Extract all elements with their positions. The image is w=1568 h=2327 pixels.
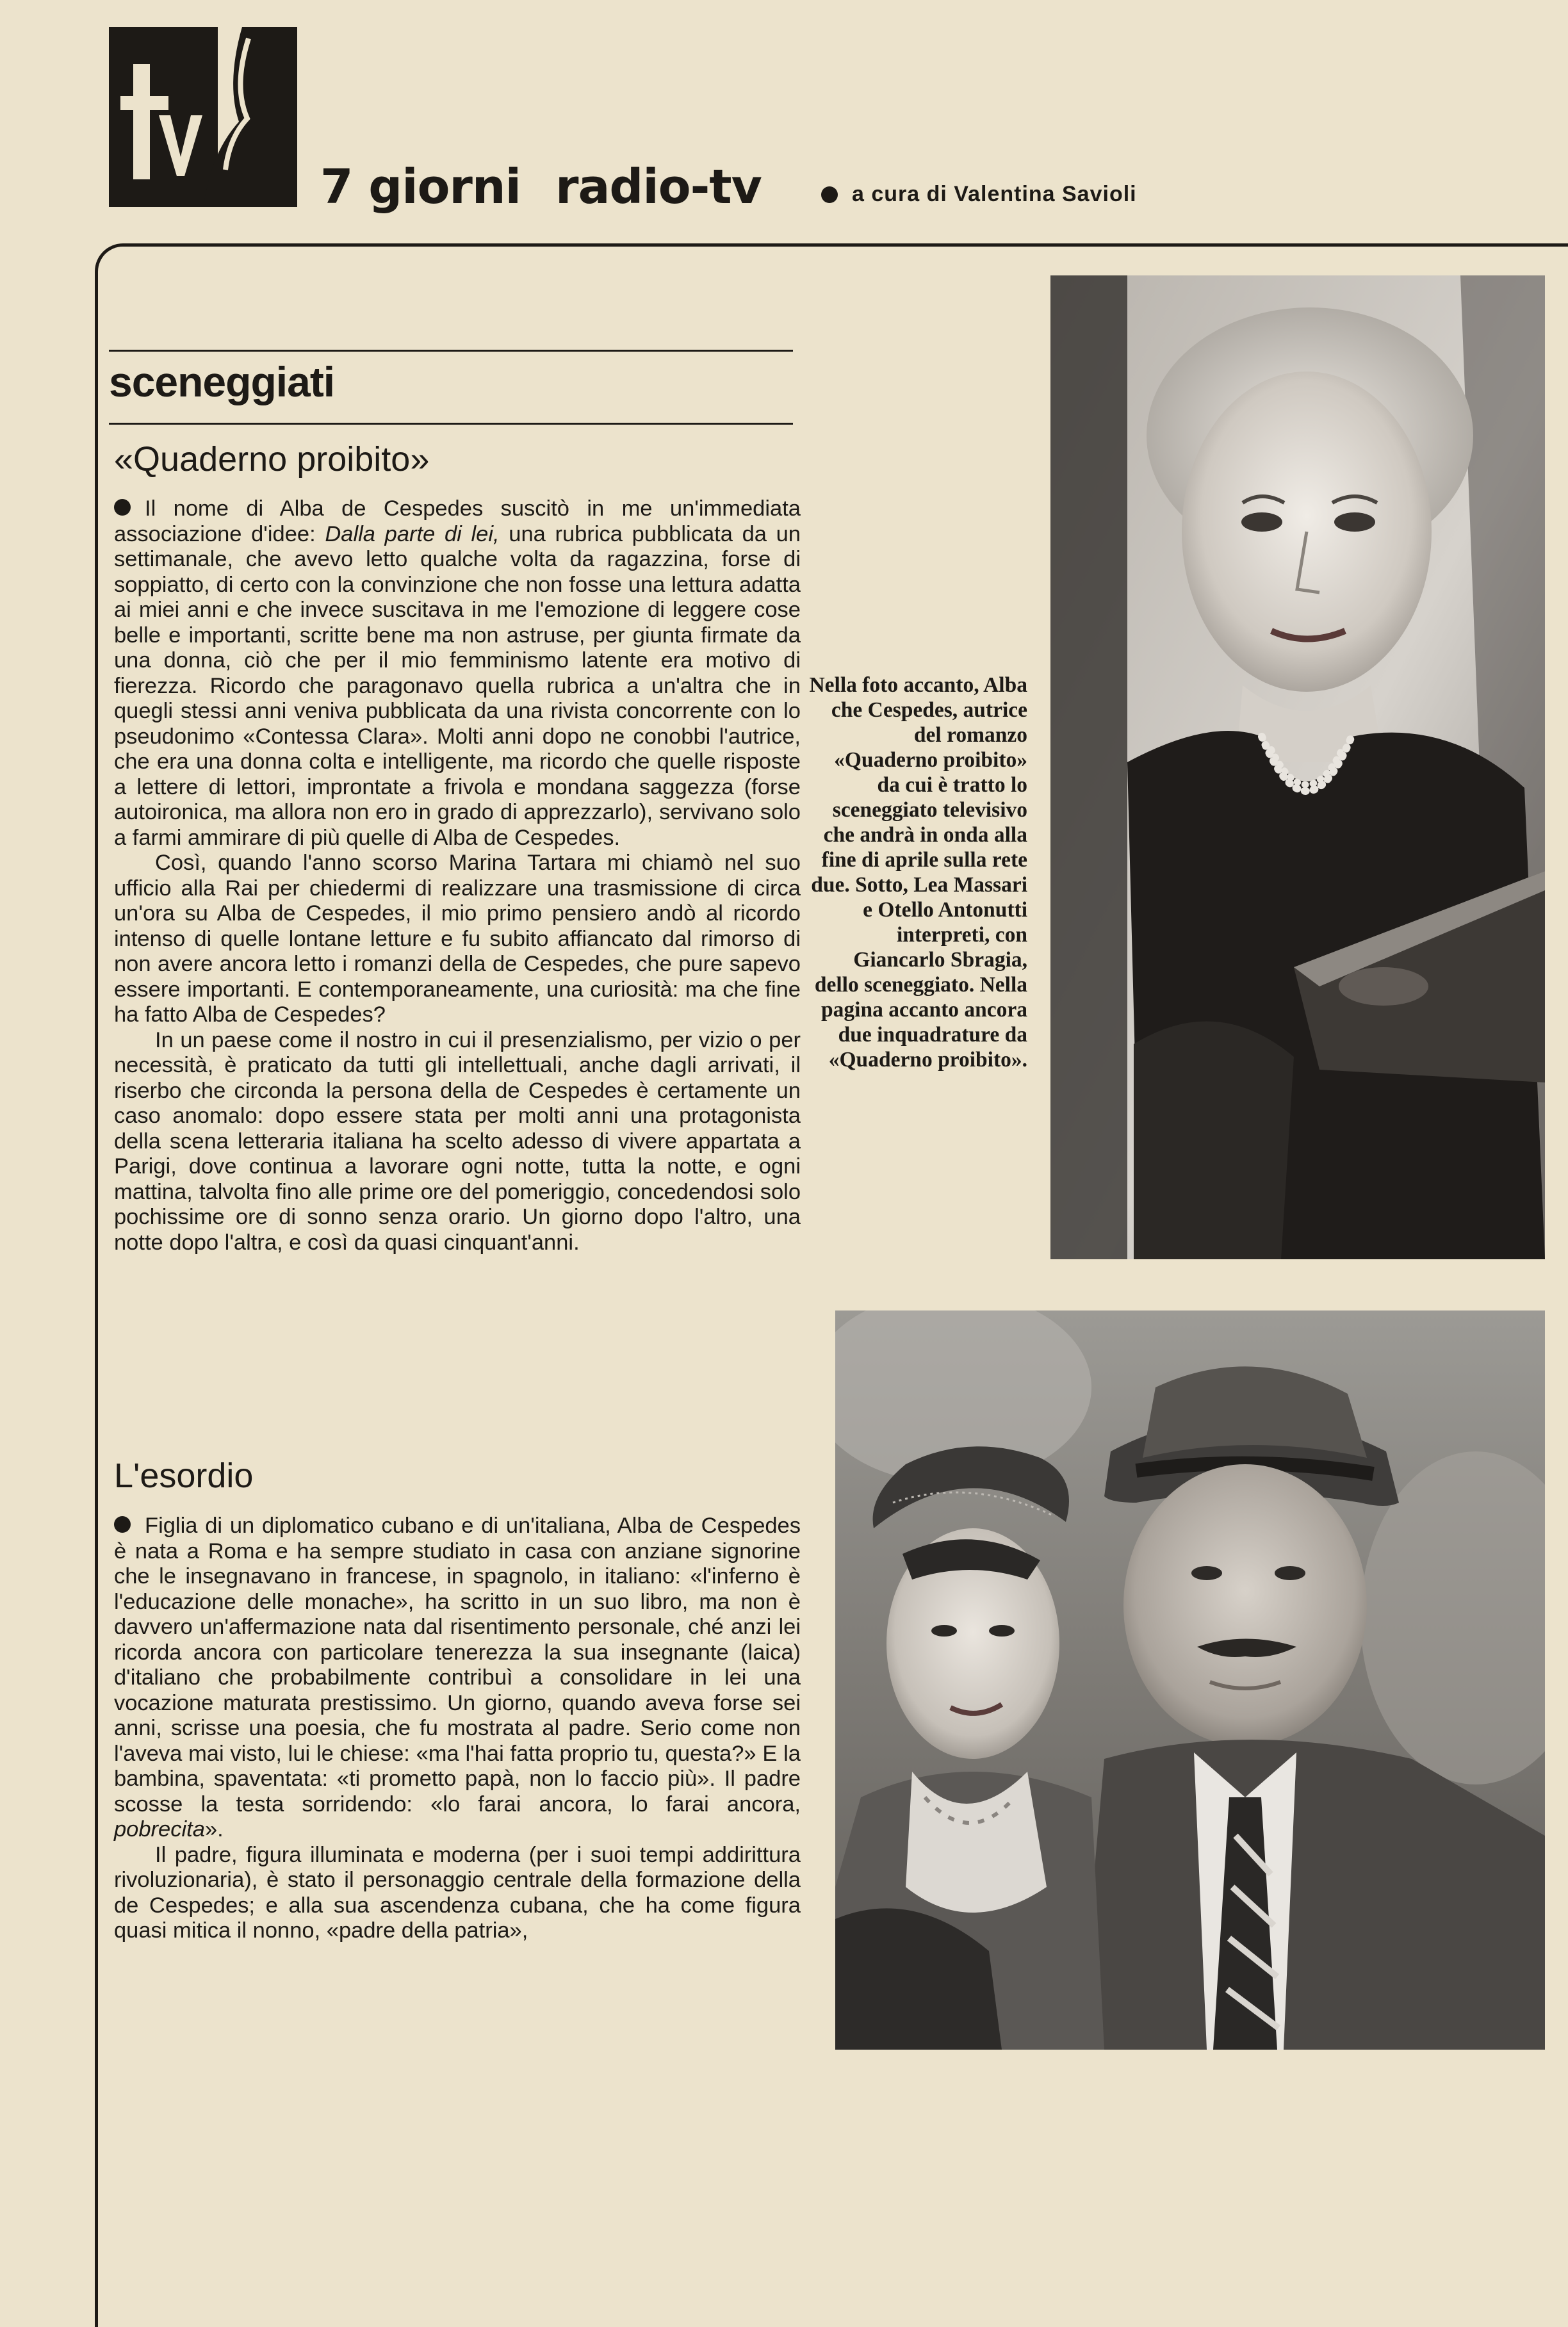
paragraph: In un paese come il nostro in cui il presenzialismo, per vizio o per necessità, è praticato da tutti gli intellettuali, anche dagli arrivati, il riserbo che circonda la persona della de Cespedes è certamente un caso anomalo: dopo essere stata per molti anni una protagonista della scena letteraria italiana ha scelto adesso di vivere appartata a Parigi, dove continua a lavorare ogni notte, tutta la notte, e ogni mattina, talvolta fino alle prime ore del pomeriggio, concedendosi solo pochissime ore di sonno senza orario. Un giorno dopo l'altro, una notte dopo l'altra, e così da quasi cinquant'anni. — [114, 1027, 801, 1255]
bullet-dot — [114, 1516, 131, 1533]
article-body-1 — [114, 496, 801, 1255]
paragraph: Figlia di un diplomatico cubano e di un'italiana, Alba de Cespedes è nata a Roma e ha sempre studiato in casa con anziane signorine che le insegnavano in francese, in spagnolo, in italiano: «l'inferno è l'educazione delle monache», ha scritto in un suo libro, ma non è davvero un'affermazione nata dal risentimento personale, ché anzi lei ricorda ancora con particolare tenerezza la sua insegnante (laica) d'italiano che probabilmente contribuì a consolidare in lei una vocazione maturata prestissimo. Un giorno, quando aveva forse sei anni, scrisse una poesia, che fu mostrata al padre. Serio come non l'aveva mai visto, lui le chiese: «ma l'hai fatta proprio tu, questa?» E la bambina, spaventata: «ti prometto papà, non lo faccio più». Il padre scosse la testa sorridendo: «lo farai ancora, lo farai ancora, pobrecita». — [114, 1514, 801, 1841]
article-body-2 — [114, 1514, 801, 1944]
paragraph: Il padre, figura illuminata e moderna (per i suoi tempi addirittura rivoluzionaria), è stato il personaggio centrale della formazione della de Cespedes; e alla sua ascendenza cubana, che ha come figura quasi mitica il nonno, «padre della patria», — [114, 1842, 801, 1943]
bullet-dot — [821, 186, 838, 203]
actors-photo — [835, 1310, 1545, 2050]
rule-bottom — [109, 423, 793, 425]
subtitle-esordio: L'esordio — [114, 1457, 254, 1495]
bullet-dot — [114, 499, 131, 516]
paragraph: Così, quando l'anno scorso Marina Tartara mi chiamò nel suo ufficio alla Rai per chiedermi di realizzare una trasmissione di circa un'ora su Alba de Cespedes, il mio primo pensiero andò al ricordo intenso di quelle lontane letture e fu subito affiancato dal rimorso di non avere ancora letto i romanzi della de Cespedes, che pure sapevo essere importanti. E contemporaneamente, una curiosità: ma che fine ha fatto Alba de Cespedes? — [114, 851, 801, 1027]
title-seven-days: 7 giorni — [320, 159, 521, 215]
article-title: «Quaderno proibito» — [114, 440, 430, 478]
section-label: sceneggiati — [109, 358, 335, 405]
rule-top — [109, 350, 793, 352]
byline: a cura di Valentina Savioli — [852, 182, 1137, 206]
tv-logo — [108, 26, 297, 208]
portrait-photo — [1050, 275, 1545, 1259]
section-title — [320, 159, 762, 215]
paragraph: Il nome di Alba de Cespedes suscitò in me un'immediata associazione d'idee: Dalla parte di lei, una rubrica pubblicata da un settimanale, che avevo letto qualche volta da ragazzina, forse di soppiatto, di certo con la convinzione che non fosse una lettura adatta ai miei anni e che invece suscitava in me l'emozione di leggere cose belle e importanti, scritte bene ma non astruse, per giunta firmate da una donna, ciò che per il mio femminismo latente era motivo di fierezza. Ricordo che paragonavo quella rubrica a un'altra che in quegli stessi anni veniva pubblicata da una rivista concorrente con lo pseudonimo «Contessa Clara». Molti anni dopo ne conobbi l'autrice, che era una donna colta e intelligente, ma ricordo che quelle risposte a lettere di lettori, improntate a frivola e mondana saggezza (forse autoironica, ma allora non ero in grado di apprezzarlo), servivano solo a farmi ammirare di più quelle di Alba de Cespedes. — [114, 496, 801, 850]
title-radio-tv: radio-tv — [555, 159, 762, 215]
photo-caption: Nella foto accanto, Alba che Cespedes, autrice del romanzo «Quaderno proibito» da cui è tratto lo sceneggiato televisivo che andrà in onda alla fine di aprile sulla rete due. Sotto, Lea Massari e Otello Antonutti interpreti, con Giancarlo Sbragia, dello sceneggiato. Nella pagina accanto ancora due inquadrature da «Quaderno proibito». — [809, 673, 1027, 1072]
